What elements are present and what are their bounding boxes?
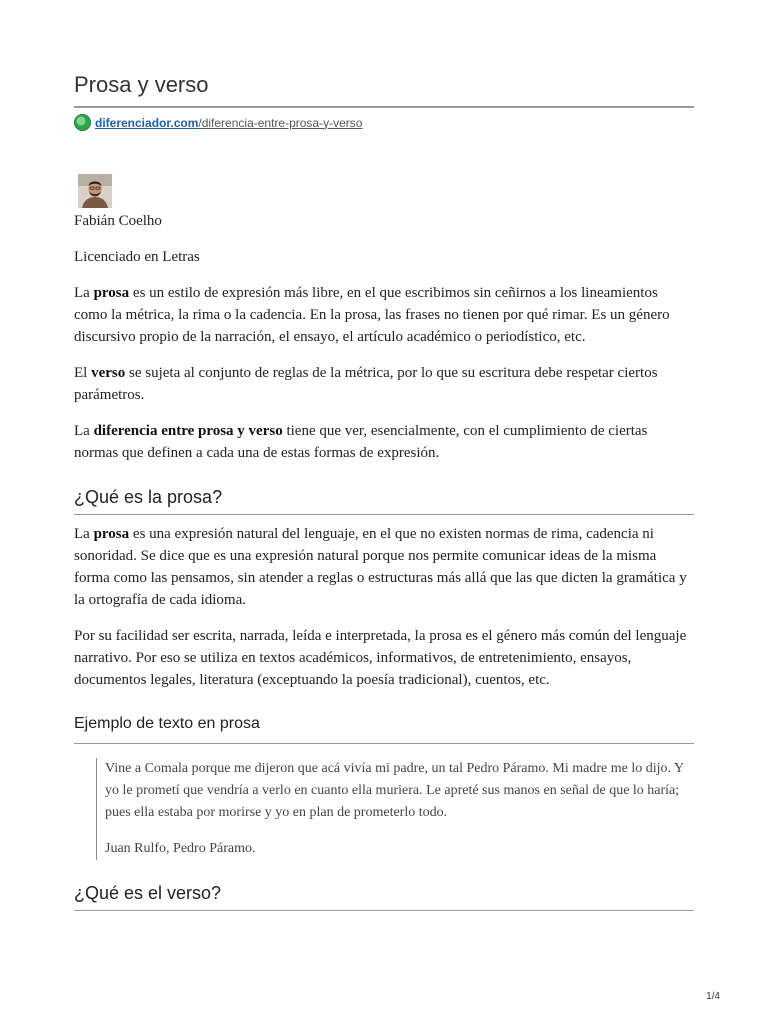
page-number: 1/4 [706, 991, 720, 1002]
author-name: Fabián Coelho [74, 213, 162, 229]
example-quote [96, 758, 694, 860]
prosa-paragraph-2: Por su facilidad ser escrita, narrada, leída e interpretada, la prosa es el género más común del lenguaje narrativo. Por eso se utiliza en textos académicos, informativos, de entretenimiento, ensayos, documentos legales, literatura (exceptuando la poesía tradicional), cuentos, etc. [74, 628, 687, 688]
heading-ejemplo-prosa: Ejemplo de texto en prosa [74, 713, 694, 744]
author-role: Licenciado en Letras [74, 249, 200, 265]
source-link[interactable] [74, 114, 362, 131]
heading-que-es-la-prosa: ¿Qué es la prosa? [74, 486, 694, 515]
prosa-paragraph-1: La prosa es una expresión natural del lenguaje, en el que no existen normas de rima, cadencia ni sonoridad. Se dice que es una expresión natural porque nos permite comunicar ideas de la misma forma como las pensamos, sin atender a reglas o estructuras más allá que las que dicten la gramática y la ortografía de cada idioma. [74, 526, 687, 608]
article-body [74, 210, 694, 919]
quote-text: Vine a Comala porque me dijeron que acá vivía mi padre, un tal Pedro Páramo. Mi madre me lo dijo. Y yo le prometí que vendría a verlo en cuanto ella muriera. Le apreté sus manos en señal de que lo haría; pues ella estaba por morirse y yo en plan de prometerlo todo. [105, 761, 684, 820]
intro-paragraph-2: El verso se sujeta al conjunto de reglas de la métrica, por lo que su escritura debe respetar ciertos parámetros. [74, 365, 658, 403]
source-path[interactable]: /diferencia-entre-prosa-y-verso [198, 115, 363, 130]
author-avatar [78, 174, 112, 208]
intro-paragraph-1: La prosa es un estilo de expresión más libre, en el que escribimos sin ceñirnos a los lineamientos como la métrica, la rima o la cadencia. En la prosa, las frases no tienen por qué rimar. Es un género discursivo propio de la narración, el ensayo, el artículo académico o periodístico, etc. [74, 285, 670, 345]
heading-que-es-el-verso: ¿Qué es el verso? [74, 882, 694, 911]
source-domain[interactable]: diferenciador.com [95, 115, 199, 130]
intro-paragraph-3: La diferencia entre prosa y verso tiene que ver, esencialmente, con el cumplimiento de ciertas normas que definen a cada una de estas formas de expresión. [74, 423, 648, 461]
quote-source: Juan Rulfo, Pedro Páramo. [105, 841, 256, 856]
site-logo-icon [74, 114, 91, 131]
page-title: Prosa y verso [74, 72, 694, 108]
